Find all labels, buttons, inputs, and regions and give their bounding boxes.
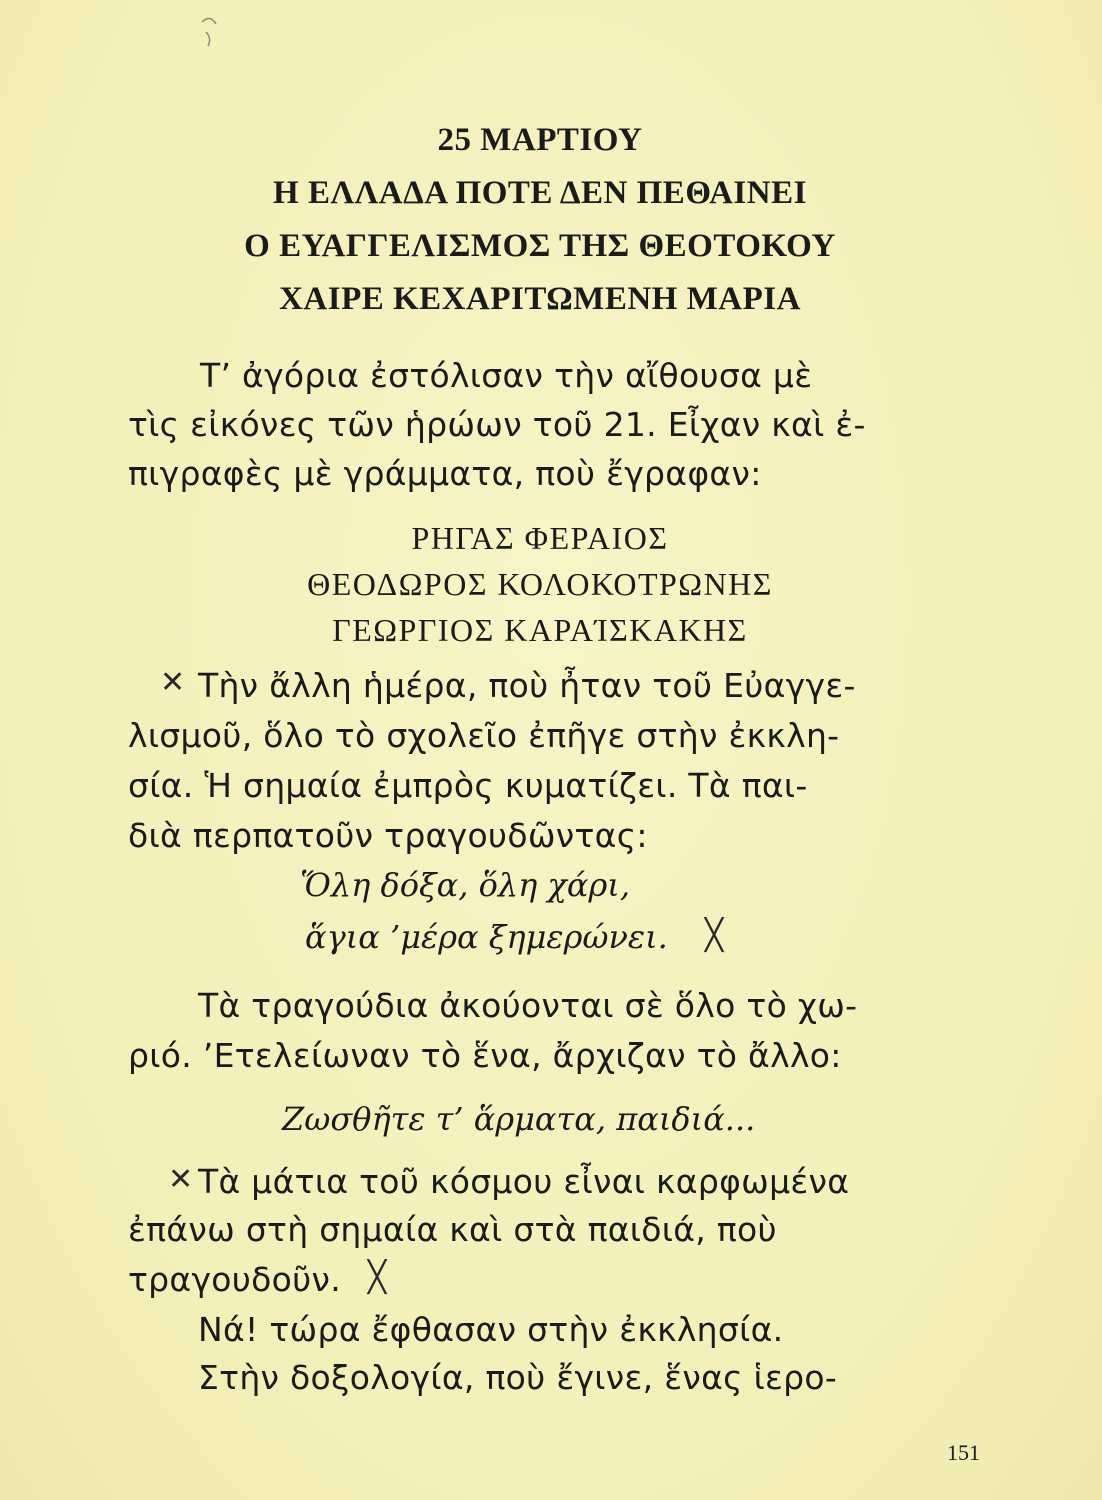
pencil-x-mark: ╳ [705,918,724,953]
name-karaiskakis: ΓΕΩΡΓΙΟΣ ΚΑΡΑΊΣΚΑΚΗΣ [332,612,748,648]
pencil-x-mark: ✕ [160,665,186,700]
paragraph-3-line-2: ριό. ’Ετελείωναν τὸ ἕνα, ἄρχιζαν τὸ ἄλλο: [128,1036,842,1075]
name-kolokotronis: ΘΕΟΔΩΡΟΣ ΚΟΛΟΚΟΤΡΩΝΗΣ [307,566,773,602]
heading-line-3: Ο ΕΥΑΓΓΕΛΙΣΜΟΣ ΤΗΣ ΘΕΟΤΟΚΟΥ [244,228,836,264]
corner-pencil-mark [196,12,226,52]
name-rigas-feraios: ΡΗΓΑΣ ΦΕΡΑΙΟΣ [411,520,669,556]
paragraph-4-line-2: ἐπάνω στὴ σημαία καὶ στὰ παιδιά, ποὺ [128,1210,777,1249]
verse-1-line-1: Ὅλη δόξα, ὅλη χάρι, [300,866,630,904]
heading-line-2: Η ΕΛΛΑΔΑ ΠΟΤΕ ΔΕΝ ΠΕΘΑΙΝΕΙ [273,175,807,211]
paragraph-3-line-1: Τὰ τραγούδια ἀκούονται σὲ ὅλο τὸ χω- [198,986,858,1025]
paragraph-1-line-2: τὶς εἰκόνες τῶν ἡρώων τοῦ 21. Εἶχαν καὶ ἐ- [128,405,866,444]
paragraph-1-line-3: πιγραφὲς μὲ γράμματα, ποὺ ἔγραφαν: [128,454,762,493]
paragraph-5-line-2: Στὴν δοξολογία, ποὺ ἔγινε, ἕνας ἱερο- [198,1358,838,1397]
page-number: 151 [947,1440,980,1465]
pencil-x-mark: ✕ [168,1162,194,1197]
paragraph-5-line-1: Νά! τώρα ἔφθασαν στὴν ἐκκλησία. [198,1310,784,1349]
paragraph-1-line-1: Τ’ ἀγόρια ἐστόλισαν τὴν αἴθουσα μὲ [200,356,813,395]
heading-line-4: ΧΑΙΡΕ ΚΕΧΑΡΙΤΩΜΕΝΗ ΜΑΡΙΑ [279,281,801,317]
pencil-x-mark: ╳ [368,1260,387,1295]
paragraph-2-line-2: λισμοῦ, ὅλο τὸ σχολεῖο ἐπῆγε στὴν ἐκκλη- [128,716,840,755]
paragraph-4-line-3: τραγουδοῦν. [128,1260,342,1299]
paragraph-4-line-1: Τὰ μάτια τοῦ κόσμου εἶναι καρφωμένα [198,1162,850,1201]
paragraph-2-line-1: Τὴν ἄλλη ἡμέρα, ποὺ ἦταν τοῦ Εὐαγγε- [198,666,856,705]
verse-2-line-1: Ζωσθῆτε τ’ ἅρματα, παιδιά... [282,1100,756,1138]
paragraph-2-line-4: διὰ περπατοῦν τραγουδῶντας: [128,816,648,855]
heading-date: 25 ΜΑΡΤΙΟΥ [437,122,643,158]
paragraph-2-line-3: σία. Ἡ σημαία ἐμπρὸς κυματίζει. Τὰ παι- [128,766,808,805]
verse-1-line-2: ἅγια ’μέρα ξημερώνει. [305,918,668,956]
